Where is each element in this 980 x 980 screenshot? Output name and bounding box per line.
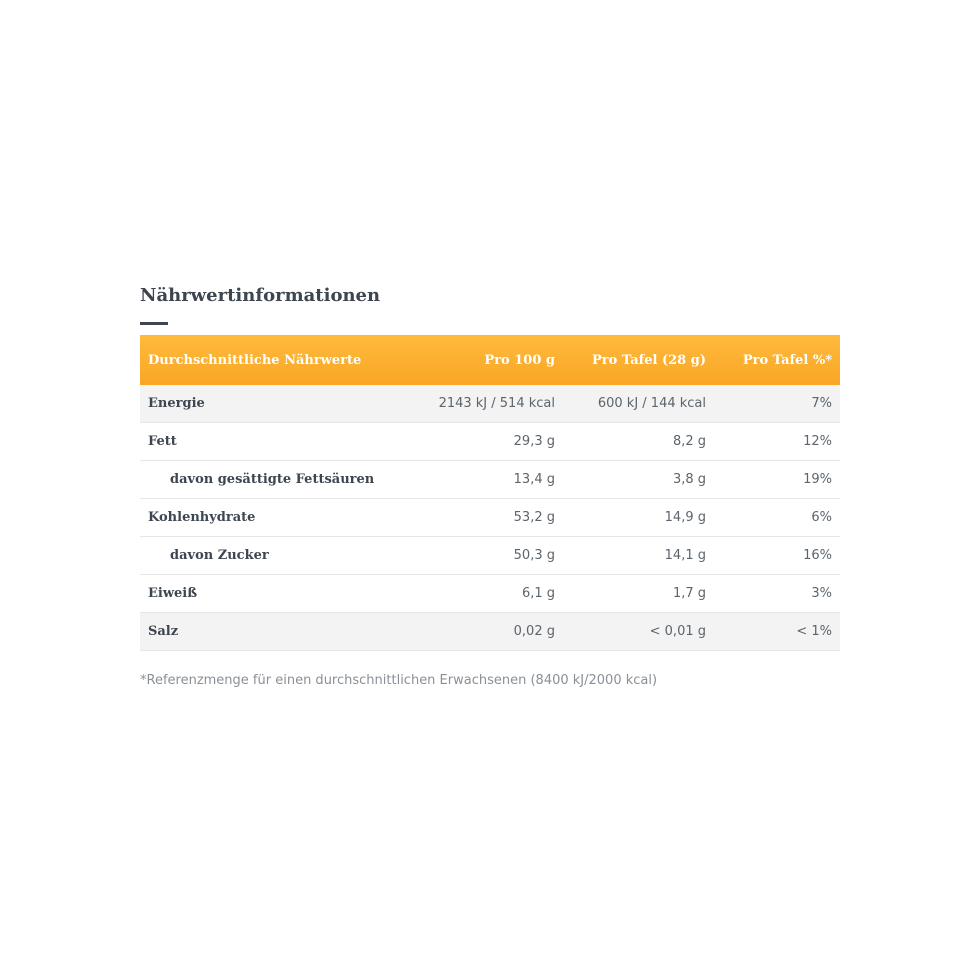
table-header-row [140,335,840,385]
row-per-100g: 53,2 g [513,510,555,525]
row-per-100g: 2143 kJ / 514 kcal [438,396,555,411]
row-per-100g: 6,1 g [521,586,555,601]
table-row-energie [140,385,840,423]
row-label: Kohlenhydrate [148,510,256,525]
table-row-zucker [140,537,840,575]
row-per-bar: 1,7 g [672,586,706,601]
row-per-100g: 29,3 g [513,434,555,449]
row-label: davon Zucker [170,548,269,563]
row-per-bar: 3,8 g [672,472,706,487]
row-percent: 6% [811,510,832,525]
table-row-fett [140,423,840,461]
row-per-bar: 14,9 g [664,510,706,525]
reference-footnote: *Referenzmenge für einen durchschnittlichen Erwachsenen (8400 kJ/2000 kcal) [140,673,658,688]
table-row-kohlenhydrate [140,499,840,537]
nutrition-section [140,284,840,688]
row-label: Eiweiß [148,586,198,601]
row-label: davon gesättigte Fettsäuren [170,472,375,487]
title-underline [140,322,168,325]
row-label: Energie [148,396,205,411]
row-per-100g: 0,02 g [513,624,555,639]
row-percent: 16% [803,548,832,563]
table-row-gesaettigte-fettsaeuren [140,461,840,499]
row-percent: 3% [811,586,832,601]
header-per-bar: Pro Tafel (28 g) [591,352,706,368]
row-percent: < 1% [796,624,832,639]
row-label: Fett [148,434,177,449]
row-percent: 7% [811,396,832,411]
row-label: Salz [148,624,179,639]
row-per-bar: 8,2 g [672,434,706,449]
header-nutrient: Durchschnittliche Nährwerte [148,352,362,368]
row-percent: 12% [803,434,832,449]
row-percent: 19% [803,472,832,487]
header-per-bar-percent: Pro Tafel %* [742,352,832,368]
header-per-100g: Pro 100 g [484,352,555,368]
row-per-100g: 13,4 g [513,472,555,487]
row-per-bar: 14,1 g [664,548,706,563]
table-row-eiweiss [140,575,840,613]
row-per-100g: 50,3 g [513,548,555,563]
table-row-salz [140,613,840,651]
row-per-bar: 600 kJ / 144 kcal [597,396,706,411]
section-title: Nährwertinformationen [140,285,381,306]
row-per-bar: < 0,01 g [649,624,706,639]
nutrition-table [140,335,840,651]
